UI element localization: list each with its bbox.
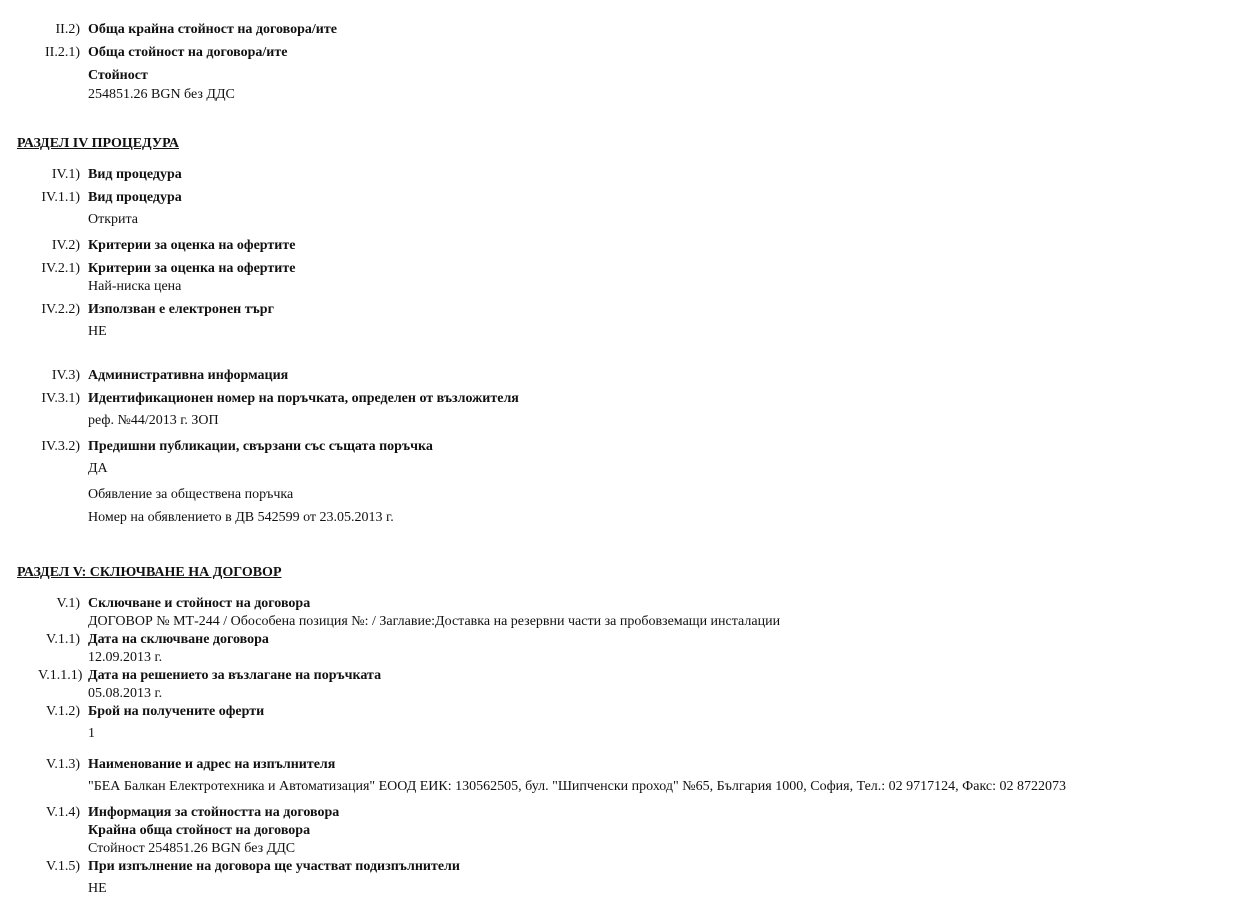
publication-type: Обявление за обществена поръчка: [88, 487, 294, 502]
item-label: Обща стойност на договора/ите: [88, 45, 288, 60]
item-label: Вид процедура: [88, 167, 182, 182]
item-number: V.1.4): [46, 805, 80, 820]
item-label: Брой на получените оферти: [88, 704, 265, 719]
item-label: Административна информация: [88, 368, 289, 383]
item-number: IV.2.2): [41, 302, 80, 317]
item-number: IV.2.1): [41, 261, 80, 276]
e-auction-value: НЕ: [88, 324, 107, 339]
value-sublabel: Стойност: [88, 68, 148, 83]
item-number: IV.1): [51, 167, 80, 182]
item-label: Критерии за оценка на офертите: [88, 238, 296, 253]
offers-count: 1: [88, 726, 95, 741]
item-label: Вид процедура: [88, 190, 182, 205]
procedure-type-value: Открита: [88, 212, 139, 227]
value-sublabel: Крайна обща стойност на договора: [88, 823, 311, 838]
item-label: Сключване и стойност на договора: [88, 596, 311, 611]
criteria-value: Най-ниска цена: [88, 279, 182, 294]
item-label: Дата на сключване договора: [88, 632, 269, 647]
total-value: 254851.26 BGN без ДДС: [88, 87, 235, 102]
previous-publications-value: ДА: [88, 461, 108, 476]
item-number: IV.2): [51, 238, 80, 253]
item-number: V.1.3): [46, 757, 80, 772]
contract-title: ДОГОВОР № МТ-244 / Обособена позиция №: / Заглавие:Доставка на резервни части за пробовземащи инсталации: [88, 614, 781, 629]
publication-number: Номер на обявлението в ДВ 542599 от 23.05.2013 г.: [88, 510, 394, 525]
item-number: V.1.5): [46, 859, 80, 874]
item-number: IV.3): [51, 368, 80, 383]
item-label: Използван е електронен търг: [88, 302, 274, 317]
item-number: IV.1.1): [41, 190, 80, 205]
item-label: При изпълнение на договора ще участват подизпълнители: [88, 859, 460, 874]
subcontractors-value: НЕ: [88, 881, 107, 896]
item-number: V.1): [56, 596, 80, 611]
item-label: Наименование и адрес на изпълнителя: [88, 757, 336, 772]
item-number: IV.3.2): [41, 439, 80, 454]
contract-date: 12.09.2013 г.: [88, 650, 163, 665]
decision-date: 05.08.2013 г.: [88, 686, 163, 701]
contractor-details: "БЕА Балкан Електротехника и Автоматизация" ЕООД ЕИК: 130562505, бул. "Шипченски проход" №65, България 1000, София, Тел.: 02 9717124, Факс: 02 8722073: [88, 779, 1067, 794]
item-number: II.2.1): [45, 45, 80, 60]
item-label: Дата на решението за възлагане на поръчката: [88, 668, 382, 683]
item-number: V.1.1): [46, 632, 80, 647]
contract-value: Стойност 254851.26 BGN без ДДС: [88, 841, 296, 856]
item-number: II.2): [55, 22, 80, 37]
item-number: V.1.1.1): [38, 668, 83, 683]
item-number: IV.3.1): [41, 391, 80, 406]
item-label: Идентификационен номер на поръчката, определен от възложителя: [88, 391, 519, 406]
item-label: Обща крайна стойност на договора/ите: [88, 22, 337, 37]
reference-number-value: реф. №44/2013 г. ЗОП: [88, 413, 219, 428]
item-number: V.1.2): [46, 704, 80, 719]
item-label: Критерии за оценка на офертите: [88, 261, 296, 276]
section-iv-heading: РАЗДЕЛ IV ПРОЦЕДУРА: [17, 136, 180, 151]
item-label: Информация за стойността на договора: [88, 805, 340, 820]
section-v-heading: РАЗДЕЛ V: СКЛЮЧВАНЕ НА ДОГОВОР: [17, 565, 282, 580]
item-label: Предишни публикации, свързани със същата поръчка: [88, 439, 433, 454]
